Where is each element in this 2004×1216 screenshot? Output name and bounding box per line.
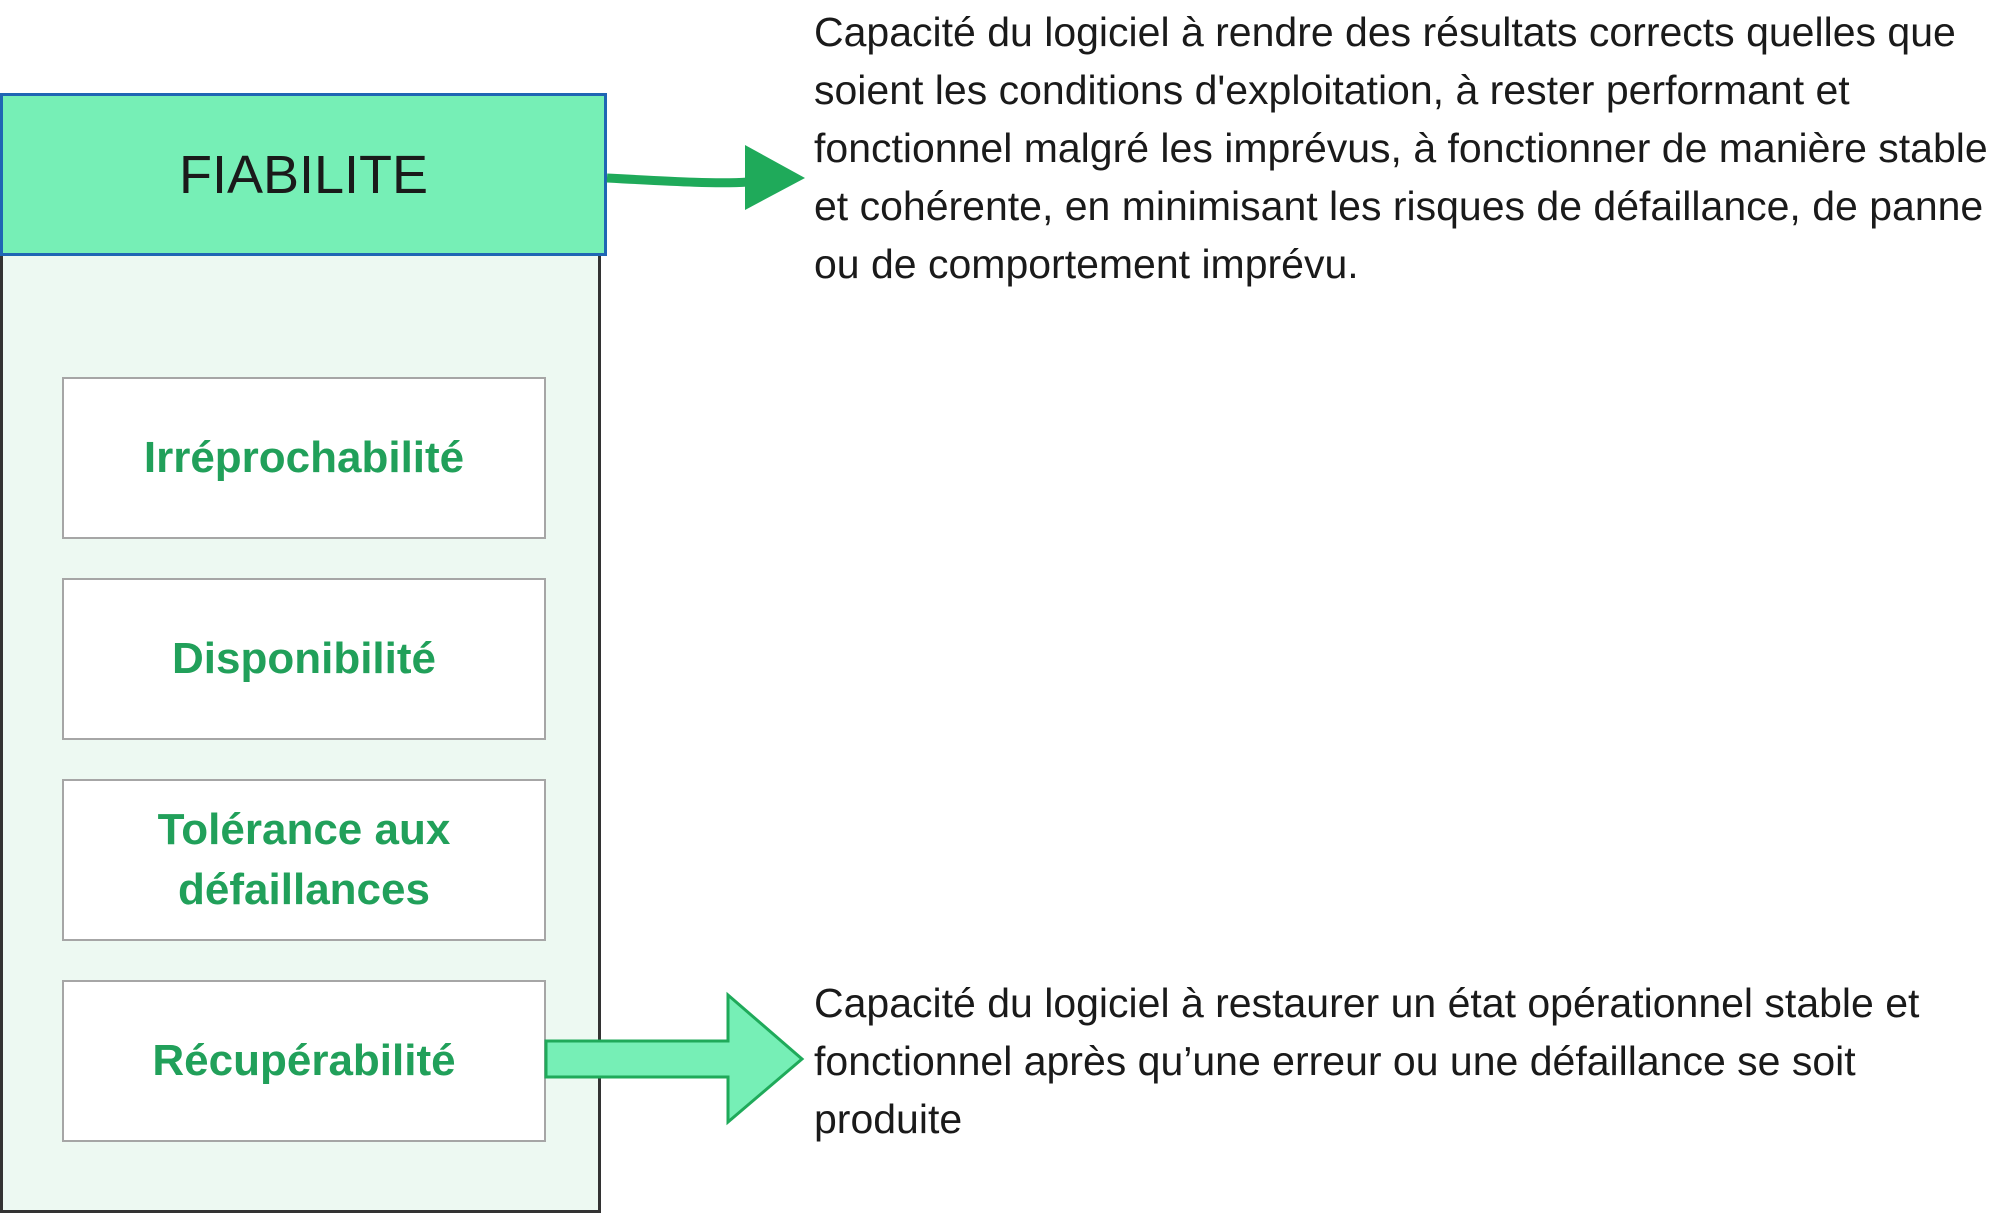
item-tolerance-aux-defaillances: Tolérance aux défaillances — [62, 779, 546, 941]
recuperabilite-block-arrow — [546, 995, 802, 1122]
fiabilite-header: FIABILITE — [0, 93, 607, 256]
item-recuperabilite: Récupérabilité — [62, 980, 546, 1142]
fiabilite-arrowhead — [745, 145, 805, 210]
recuperabilite-description: Capacité du logiciel à restaurer un état opérationnel stable et fonctionnel après qu’une erreur ou une défaillance se soit produite — [814, 980, 1920, 1142]
item-disponibilite: Disponibilité — [62, 578, 546, 740]
fiabilite-description: Capacité du logiciel à rendre des résultats corrects quelles que soient les conditions d'exploitation, à rester performant et fonctionnel malgré les imprévus, à fonctionner de manière stable et cohérente, en minimisant les risques de défaillance, de panne ou de comportement imprévu. — [814, 9, 1988, 287]
item-irreprochabilite: Irréprochabilité — [62, 377, 546, 539]
fiabilite-arrow — [607, 178, 748, 183]
